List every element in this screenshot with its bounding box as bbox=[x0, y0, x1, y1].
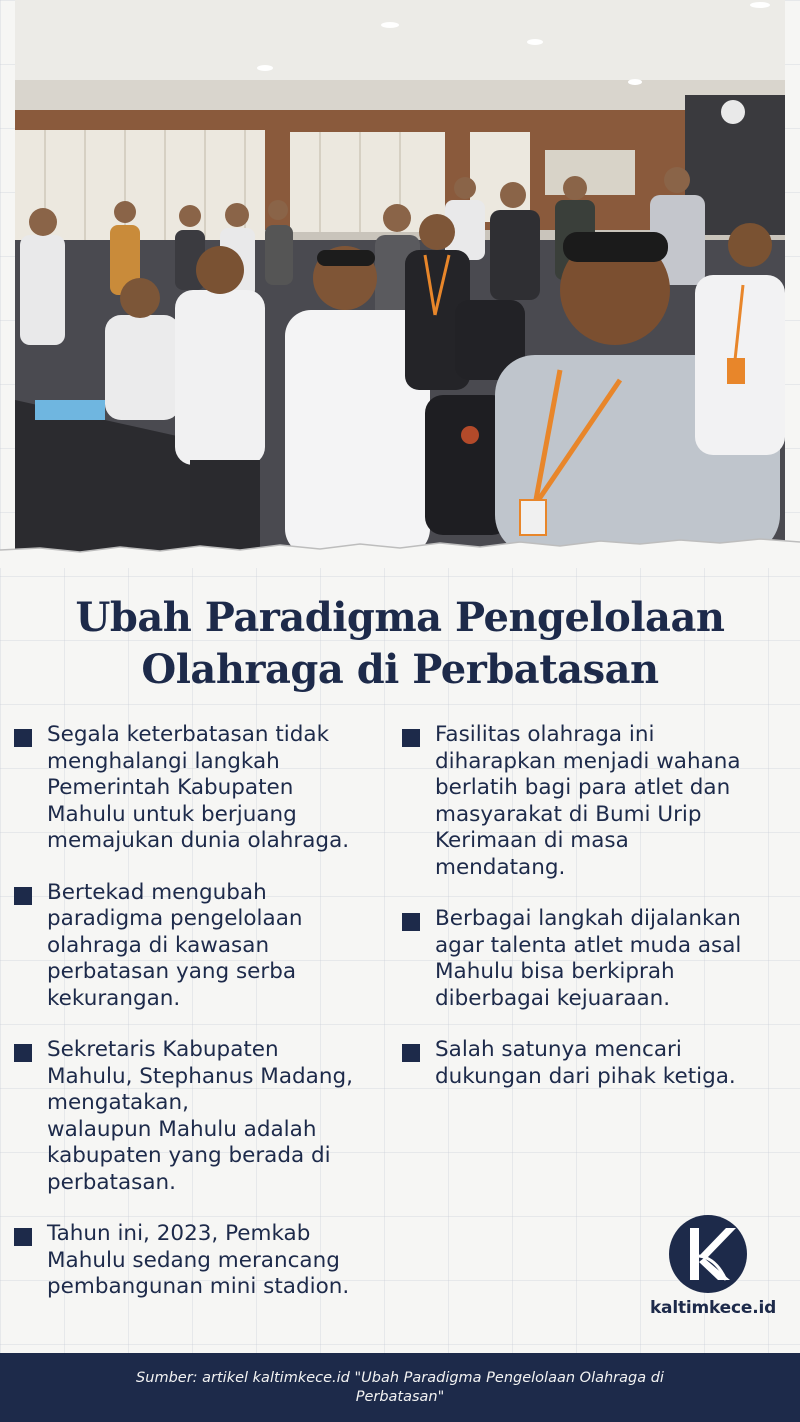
list-item bbox=[14, 722, 384, 855]
kaltimkece-logo-icon bbox=[668, 1214, 748, 1294]
square-bullet-icon bbox=[14, 887, 32, 905]
square-bullet-icon bbox=[402, 913, 420, 931]
torn-paper-edge bbox=[0, 528, 800, 568]
bullet-text: Berbagai langkah dijalankan agar talenta atlet muda asal Mahulu bisa berkiprah diberbagai kejuaraan. bbox=[435, 906, 742, 1011]
square-bullet-icon bbox=[402, 1044, 420, 1062]
bullet-text: Tahun ini, 2023, Pemkab Mahulu sedang merancang pembangunan mini stadion. bbox=[47, 1221, 350, 1299]
square-bullet-icon bbox=[14, 1228, 32, 1246]
bullet-list-left bbox=[14, 722, 384, 1326]
list-item bbox=[14, 1037, 384, 1196]
bullet-text: Segala keterbatasan tidak menghalangi langkah Pemerintah Kabupaten Mahulu untuk berjuang memajukan dunia olahraga. bbox=[47, 722, 350, 853]
list-item bbox=[14, 880, 384, 1013]
brand-name: kaltimkece.id bbox=[649, 1298, 777, 1318]
source-footer bbox=[0, 1353, 800, 1422]
square-bullet-icon bbox=[14, 729, 32, 747]
page-title-line-1: Ubah Paradigma Pengelolaan bbox=[75, 594, 725, 641]
square-bullet-icon bbox=[402, 729, 420, 747]
list-item bbox=[402, 1037, 782, 1090]
list-item bbox=[402, 722, 782, 881]
source-text: Sumber: artikel kaltimkece.id "Ubah Paradigma Pengelolaan Olahraga di Perbatasan" bbox=[136, 1369, 664, 1405]
bullet-text: Fasilitas olahraga ini diharapkan menjadi wahana berlatih bagi para atlet dan masyarakat di Bumi Urip Kerimaan di masa mendatang. bbox=[435, 722, 741, 880]
list-item bbox=[14, 1221, 384, 1301]
page-title bbox=[0, 592, 800, 696]
hero-photo bbox=[15, 0, 785, 555]
bullet-text: Bertekad mengubah paradigma pengelolaan olahraga di kawasan perbatasan yang serba kekurangan. bbox=[47, 879, 303, 1011]
page-title-line-2: Olahraga di Perbatasan bbox=[141, 646, 659, 693]
bullet-text: Salah satunya mencari dukungan dari pihak ketiga. bbox=[435, 1037, 736, 1089]
brand-logo bbox=[648, 1212, 778, 1322]
bullet-list-right bbox=[402, 722, 782, 1115]
bullet-text: Sekretaris Kabupaten Mahulu, Stephanus Madang, mengatakan, walaupun Mahulu adalah kabupaten yang berada di perbatasan. bbox=[47, 1037, 353, 1195]
list-item bbox=[402, 906, 782, 1012]
square-bullet-icon bbox=[14, 1044, 32, 1062]
